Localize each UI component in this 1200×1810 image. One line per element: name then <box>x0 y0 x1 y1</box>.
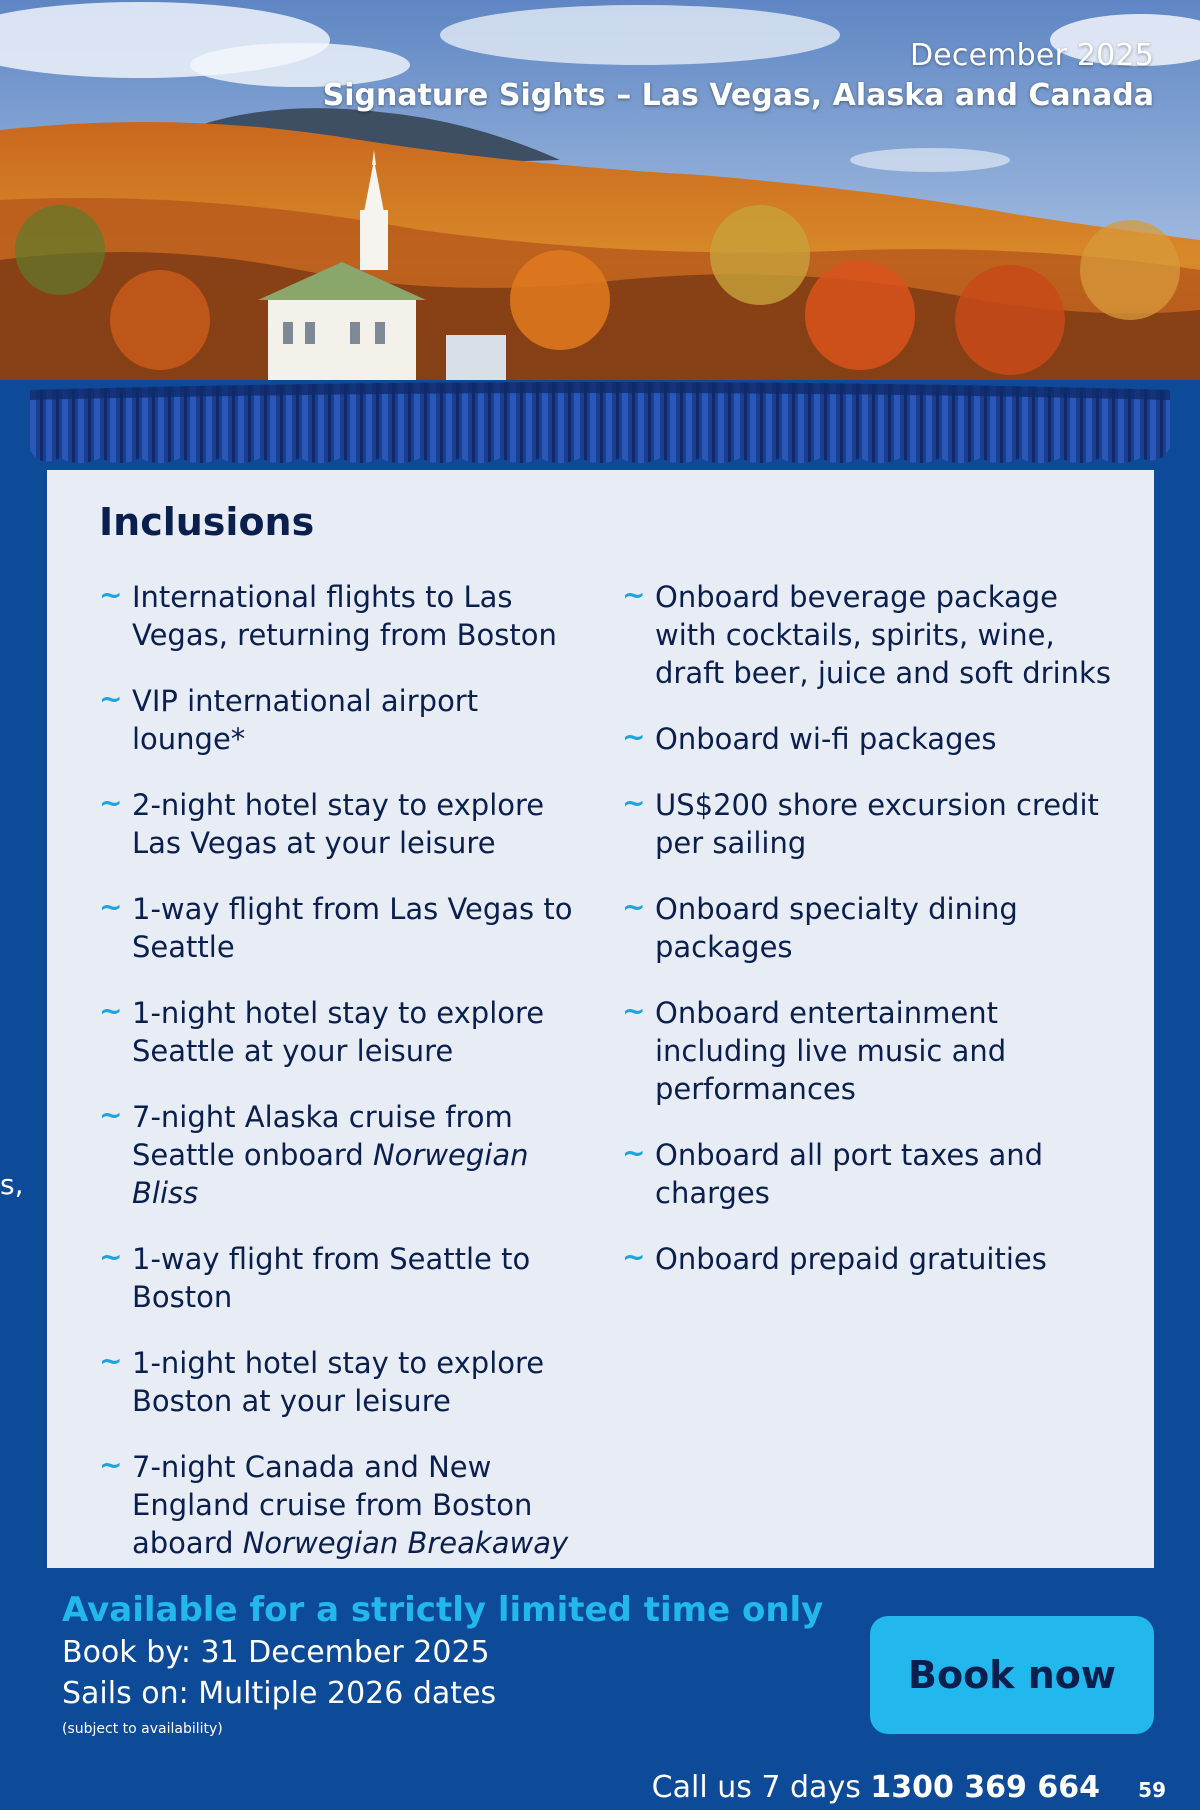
footer-call <box>652 1770 1100 1805</box>
tilde-bullet-icon: ~ <box>622 1136 646 1169</box>
hero-image <box>0 0 1200 405</box>
inclusions-panel <box>47 470 1154 1568</box>
curtain-valance-decoration <box>30 378 1170 473</box>
tilde-bullet-icon: ~ <box>622 994 646 1027</box>
list-item <box>622 1240 1122 1278</box>
tilde-bullet-icon: ~ <box>622 786 646 819</box>
ship-name: Norwegian Bliss <box>132 1138 529 1210</box>
tilde-bullet-icon: ~ <box>99 682 123 715</box>
inclusions-list-left <box>99 578 589 1590</box>
list-item <box>99 1344 589 1420</box>
offer-headline: Available for a strictly limited time only <box>62 1590 824 1630</box>
inclusion-text: 7-night Canada and New England cruise from Boston aboard <box>132 1450 533 1560</box>
inclusion-text: US$200 shore excursion credit per sailing <box>655 788 1099 860</box>
list-item <box>99 1448 589 1562</box>
phone-number-link[interactable]: 1300 369 664 <box>870 1770 1100 1805</box>
inclusion-text: International flights to Las Vegas, returning from Boston <box>132 580 557 652</box>
inclusion-text: Onboard specialty dining packages <box>655 892 1018 964</box>
list-item <box>99 578 589 654</box>
list-item <box>622 890 1122 966</box>
book-by-date: Book by: 31 December 2025 <box>62 1635 490 1670</box>
ship-name: Norwegian Breakaway <box>242 1526 569 1560</box>
inclusion-text: 1-night hotel stay to explore Boston at your leisure <box>132 1346 545 1418</box>
inclusion-text: 1-way flight from Las Vegas to Seattle <box>132 892 573 964</box>
inclusion-text: 2-night hotel stay to explore Las Vegas at your leisure <box>132 788 545 860</box>
cropped-edge-text: s, <box>0 1168 24 1201</box>
inclusion-text: Onboard prepaid gratuities <box>655 1242 1047 1276</box>
list-item <box>99 890 589 966</box>
tilde-bullet-icon: ~ <box>622 1240 646 1273</box>
tilde-bullet-icon: ~ <box>622 890 646 923</box>
tilde-bullet-icon: ~ <box>99 1448 123 1481</box>
tilde-bullet-icon: ~ <box>99 786 123 819</box>
inclusion-text: Onboard wi-fi packages <box>655 722 997 756</box>
inclusion-text: Onboard all port taxes and charges <box>655 1138 1044 1210</box>
inclusions-list-right <box>622 578 1122 1306</box>
inclusion-text: 1-way flight from Seattle to Boston <box>132 1242 531 1314</box>
tilde-bullet-icon: ~ <box>99 1098 123 1131</box>
tilde-bullet-icon: ~ <box>99 994 123 1027</box>
inclusion-text: 1-night hotel stay to explore Seattle at your leisure <box>132 996 545 1068</box>
inclusion-text: Onboard beverage package with cocktails, spirits, wine, draft beer, juice and soft drinks <box>655 580 1111 690</box>
hero-date: December 2025 <box>909 38 1154 73</box>
tilde-bullet-icon: ~ <box>99 1240 123 1273</box>
list-item <box>99 786 589 862</box>
list-item <box>622 994 1122 1108</box>
tilde-bullet-icon: ~ <box>622 720 646 753</box>
tilde-bullet-icon: ~ <box>622 578 646 611</box>
inclusion-text: Onboard entertainment including live music and performances <box>655 996 1007 1106</box>
hero-title: Signature Sights – Las Vegas, Alaska and Canada <box>322 78 1154 113</box>
page-number: 59 <box>1138 1778 1166 1802</box>
list-item <box>99 994 589 1070</box>
list-item <box>99 1240 589 1316</box>
list-item <box>99 1098 589 1212</box>
inclusions-title: Inclusions <box>99 500 315 544</box>
list-item <box>622 1136 1122 1212</box>
list-item <box>622 578 1122 692</box>
sails-on-dates: Sails on: Multiple 2026 dates <box>62 1676 497 1711</box>
tilde-bullet-icon: ~ <box>99 890 123 923</box>
availability-note: (subject to availability) <box>62 1721 223 1737</box>
call-text: Call us 7 days <box>651 1770 871 1805</box>
list-item <box>622 786 1122 862</box>
inclusion-text: 7-night Alaska cruise from Seattle onboard <box>132 1100 513 1172</box>
tilde-bullet-icon: ~ <box>99 578 123 611</box>
tilde-bullet-icon: ~ <box>99 1344 123 1377</box>
list-item <box>622 720 1122 758</box>
book-now-button[interactable]: Book now <box>870 1616 1154 1734</box>
inclusion-text: VIP international airport lounge* <box>132 684 479 756</box>
list-item <box>99 682 589 758</box>
